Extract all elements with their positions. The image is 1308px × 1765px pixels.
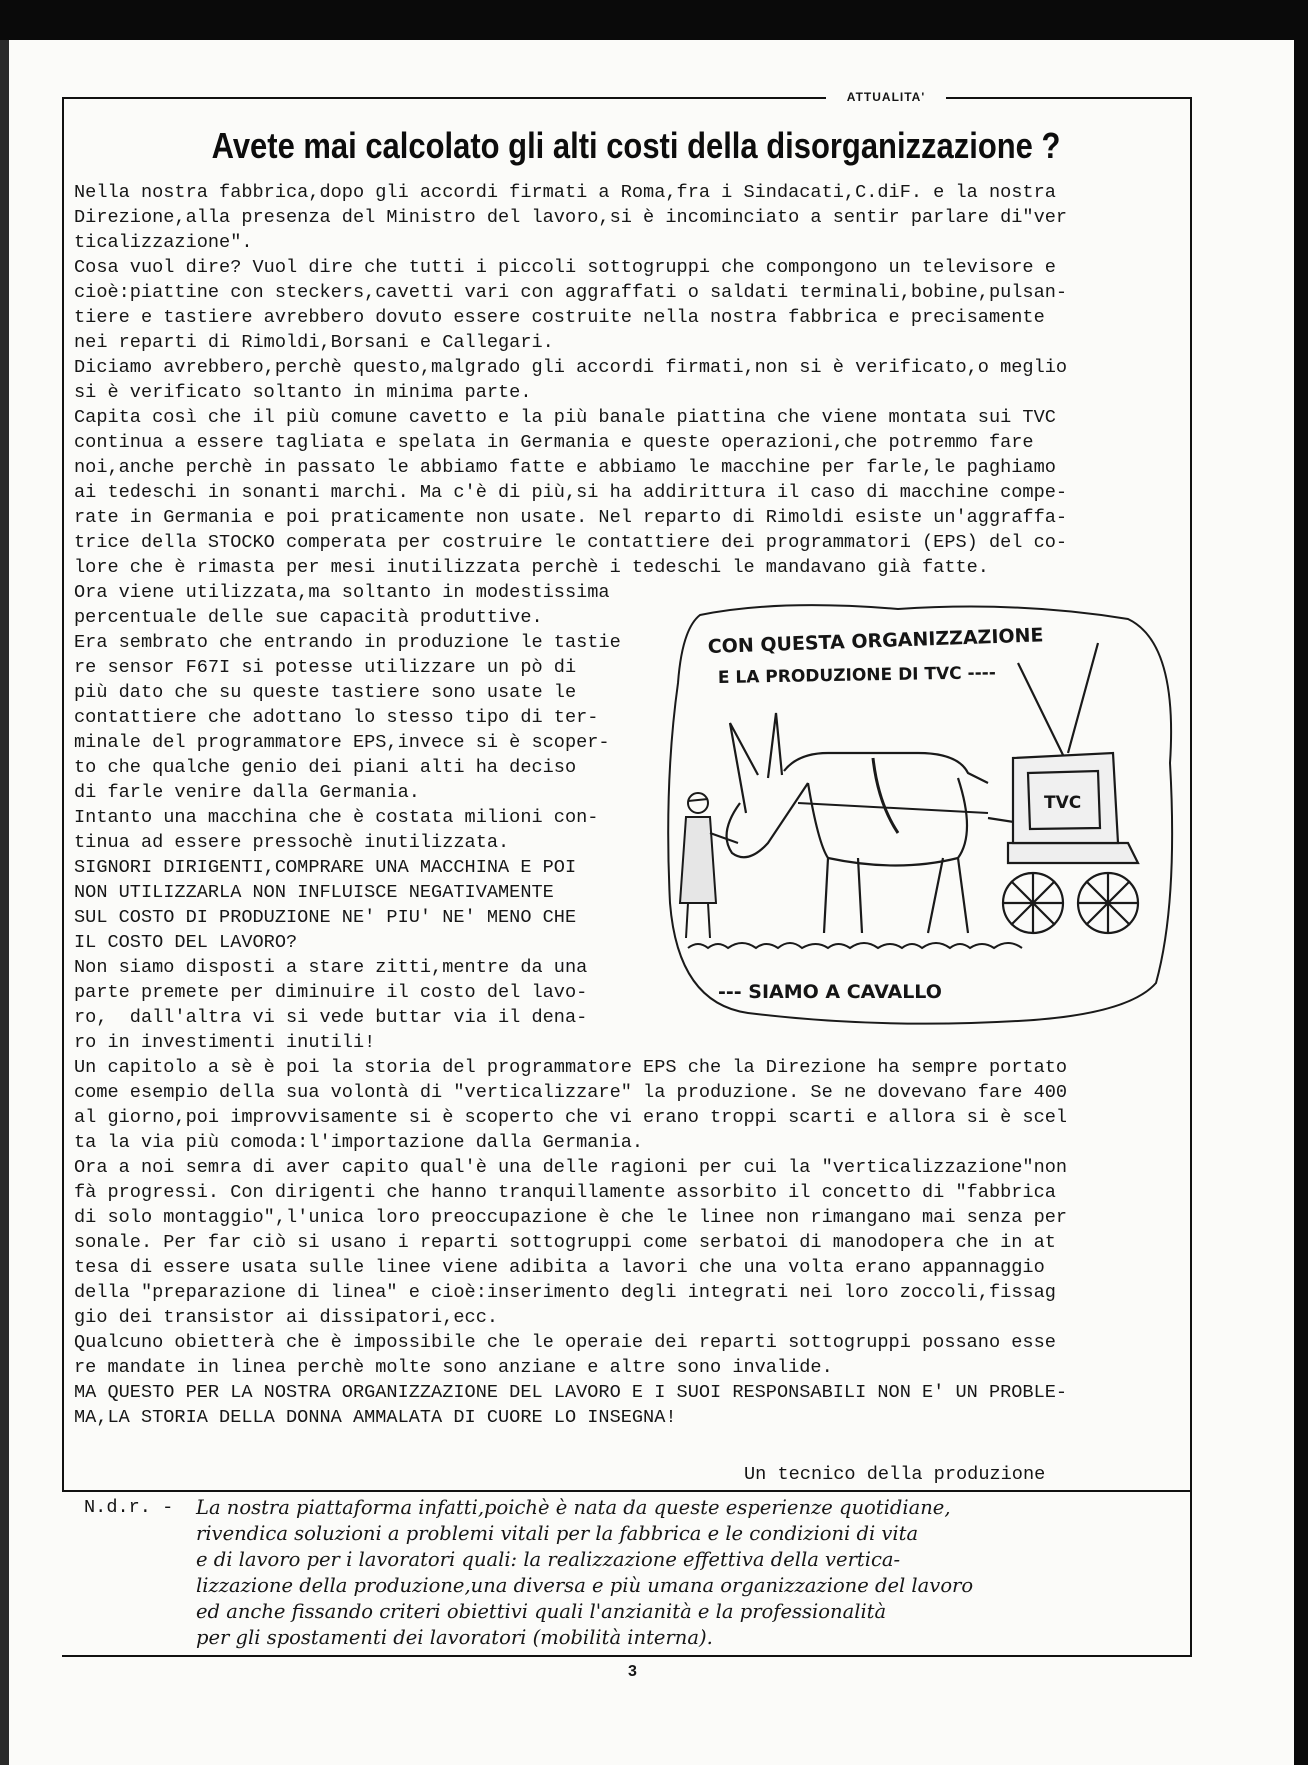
- tv-set: [1013, 643, 1118, 843]
- body-line: al giorno,poi improvvisamente si è scoperto che vi erano troppi scarti e allora si è scel: [74, 1107, 1068, 1128]
- body-line: ai tedeschi in sonanti marchi. Ma c'è di più,si ha addirittura il caso di macchine compe-: [74, 482, 1068, 503]
- body-line: re mandate in linea perchè molte sono anziane e altre sono invalide.: [74, 1357, 833, 1378]
- body-line: ro, dall'altra vi si vede buttar via il dena-: [74, 1007, 588, 1028]
- article-headline: Avete mai calcolato gli alti costi della disorganizzazione ?: [211, 125, 1061, 166]
- editor-note-line: per gli spostamenti dei lavoratori (mobilità interna).: [196, 1626, 713, 1649]
- body-line: Non siamo disposti a stare zitti,mentre da una: [74, 957, 588, 978]
- donkey-tv-cartoon: [658, 603, 1188, 1026]
- page-number: 3: [628, 1663, 637, 1680]
- body-line: Direzione,alla presenza del Ministro del lavoro,si è incominciato a sentir parlare di"ver: [74, 207, 1068, 228]
- body-line: Era sembrato che entrando in produzione le tastie: [74, 632, 621, 653]
- editor-note-line: La nostra piattaforma infatti,poichè è nata da queste esperienze quotidiane,: [196, 1496, 951, 1519]
- body-line: tesa di essere usata sulle linee viene adibita a lavori che una volta erano appannaggio: [74, 1257, 1045, 1278]
- body-line: ro in investimenti inutili!: [74, 1032, 376, 1053]
- donkey-figure: [727, 713, 988, 933]
- body-line: Capita così che il più comune cavetto e la più banale piattina che viene montata sui TVC: [74, 407, 1056, 428]
- body-line: Cosa vuol dire? Vuol dire che tutti i piccoli sottogruppi che compongono un televisore e: [74, 257, 1056, 278]
- body-line: ticalizzazione".: [74, 232, 253, 253]
- scanner-top-border: [0, 0, 1308, 40]
- body-line: noi,anche perchè in passato le abbiamo fatte e abbiamo le macchine per farle,le paghiamo: [74, 457, 1056, 478]
- body-line: SUL COSTO DI PRODUZIONE NE' PIU' NE' MENO CHE: [74, 907, 577, 928]
- section-tag: ATTUALITA': [826, 90, 946, 104]
- body-line: Intanto una macchina che è costata milioni con-: [74, 807, 599, 828]
- body-line: minale del programmatore EPS,invece si è scoper-: [74, 732, 610, 753]
- body-line: nei reparti di Rimoldi,Borsani e Callegari.: [74, 332, 554, 353]
- body-line: tiere e tastiere avrebbero dovuto essere costruite nella nostra fabbrica e precisamente: [74, 307, 1045, 328]
- body-line: percentuale delle sue capacità produttive.: [74, 607, 543, 628]
- editor-note-label: N.d.r. -: [84, 1497, 174, 1518]
- body-line: MA QUESTO PER LA NOSTRA ORGANIZZAZIONE DEL LAVORO E I SUOI RESPONSABILI NON E' UN PROBLE-: [74, 1382, 1068, 1403]
- body-line: re sensor F67I si potesse utilizzare un pò di: [74, 657, 577, 678]
- body-line: cioè:piattine con steckers,cavetti vari con aggraffati o saldati terminali,bobine,pulsan-: [74, 282, 1068, 303]
- right-frame-rule: [1190, 97, 1192, 1657]
- body-line: SIGNORI DIRIGENTI,COMPRARE UNA MACCHINA E POI: [74, 857, 577, 878]
- body-line: gio dei transistor ai dissipatori,ecc.: [74, 1307, 499, 1328]
- body-line: Qualcuno obietterà che è impossibile che le operaie dei reparti sottogruppi possano esse: [74, 1332, 1056, 1353]
- cartoon-caption-top-1: CON QUESTA ORGANIZZAZIONE: [707, 624, 1044, 658]
- man-figure: [680, 793, 738, 938]
- body-line: si è verificato soltanto in minima parte.: [74, 382, 532, 403]
- body-line: fà progressi. Con dirigenti che hanno tranquillamente assorbito il concetto di "fabbrica: [74, 1182, 1056, 1203]
- body-line: Ora a noi semra di aver capito qual'è una delle ragioni per cui la "verticalizzazione"non: [74, 1157, 1068, 1178]
- body-line: Ora viene utilizzata,ma soltanto in modestissima: [74, 582, 610, 603]
- body-line: contattiere che adottano lo stesso tipo di ter-: [74, 707, 599, 728]
- editor-note-line: rivendica soluzioni a problemi vitali per la fabbrica e le condizioni di vita: [196, 1522, 919, 1545]
- editor-note-line: lizzazione della produzione,una diversa e più umana organizzazione del lavoro: [196, 1574, 974, 1597]
- body-line: NON UTILIZZARLA NON INFLUISCE NEGATIVAMENTE: [74, 882, 554, 903]
- ndr-top-rule: [62, 1490, 1192, 1492]
- tv-label: TVC: [1044, 793, 1082, 813]
- editor-note-line: ed anche fissando criteri obiettivi quali l'anzianità e la professionalità: [196, 1600, 887, 1623]
- body-line: più dato che su queste tastiere sono usate le: [74, 682, 577, 703]
- body-line: Un capitolo a sè è poi la storia del programmatore EPS che la Direzione ha sempre portato: [74, 1057, 1068, 1078]
- body-line: ta la via più comoda:l'importazione dalla Germania.: [74, 1132, 644, 1153]
- body-line: lore che è rimasta per mesi inutilizzata perchè i tedeschi le mandavano già fatte.: [74, 557, 989, 578]
- body-line: parte premete per diminuire il costo del lavo-: [74, 982, 588, 1003]
- article-signature: Un tecnico della produzione: [744, 1464, 1046, 1485]
- body-line: come esempio della sua volontà di "verticalizzare" la produzione. Se ne dovevano fare 400: [74, 1082, 1068, 1103]
- body-line: sonale. Per far ciò si usano i reparti sottogruppi come serbatoi di manodopera che in at: [74, 1232, 1056, 1253]
- ground-stones: [688, 943, 1022, 948]
- body-line: MA,LA STORIA DELLA DONNA AMMALATA DI CUORE LO INSEGNA!: [74, 1407, 677, 1428]
- body-line: to che qualche genio dei piani alti ha deciso: [74, 757, 577, 778]
- scanner-right-border: [1294, 40, 1308, 1765]
- body-line: tinua ad essere pressochè inutilizzata.: [74, 832, 510, 853]
- left-frame-rule: [62, 97, 64, 1492]
- cartoon-caption-top-2: E LA PRODUZIONE DI TVC ----: [717, 663, 996, 688]
- editor-note-line: e di lavoro per i lavoratori quali: la realizzazione effettiva della vertica-: [196, 1548, 901, 1571]
- body-line: rate in Germania e poi praticamente non usate. Nel reparto di Rimoldi esiste un'aggraffa-: [74, 507, 1068, 528]
- body-line: Nella nostra fabbrica,dopo gli accordi firmati a Roma,fra i Sindacati,C.diF. e la nostra: [74, 182, 1056, 203]
- body-line: di farle venire dalla Germania.: [74, 782, 420, 803]
- body-line: continua a essere tagliata e spelata in Germania e queste operazioni,che potremmo fare: [74, 432, 1034, 453]
- body-line: della "preparazione di linea" e cioè:inserimento degli integrati nei loro zoccoli,fissag: [74, 1282, 1056, 1303]
- scanner-left-border: [0, 40, 9, 1765]
- cartoon-caption-bottom: --- SIAMO A CAVALLO: [718, 981, 942, 1003]
- body-line: IL COSTO DEL LAVORO?: [74, 932, 298, 953]
- body-line: Diciamo avrebbero,perchè questo,malgrado gli accordi firmati,non si è verificato,o meglio: [74, 357, 1068, 378]
- body-line: di solo montaggio",l'unica loro preoccupazione è che le linee non rimangano mai senza per: [74, 1207, 1068, 1228]
- bottom-rule: [62, 1655, 1192, 1657]
- body-line: trice della STOCKO comperata per costruire le contattiere dei programmatori (EPS) del co-: [74, 532, 1068, 553]
- top-rule: [62, 97, 1192, 99]
